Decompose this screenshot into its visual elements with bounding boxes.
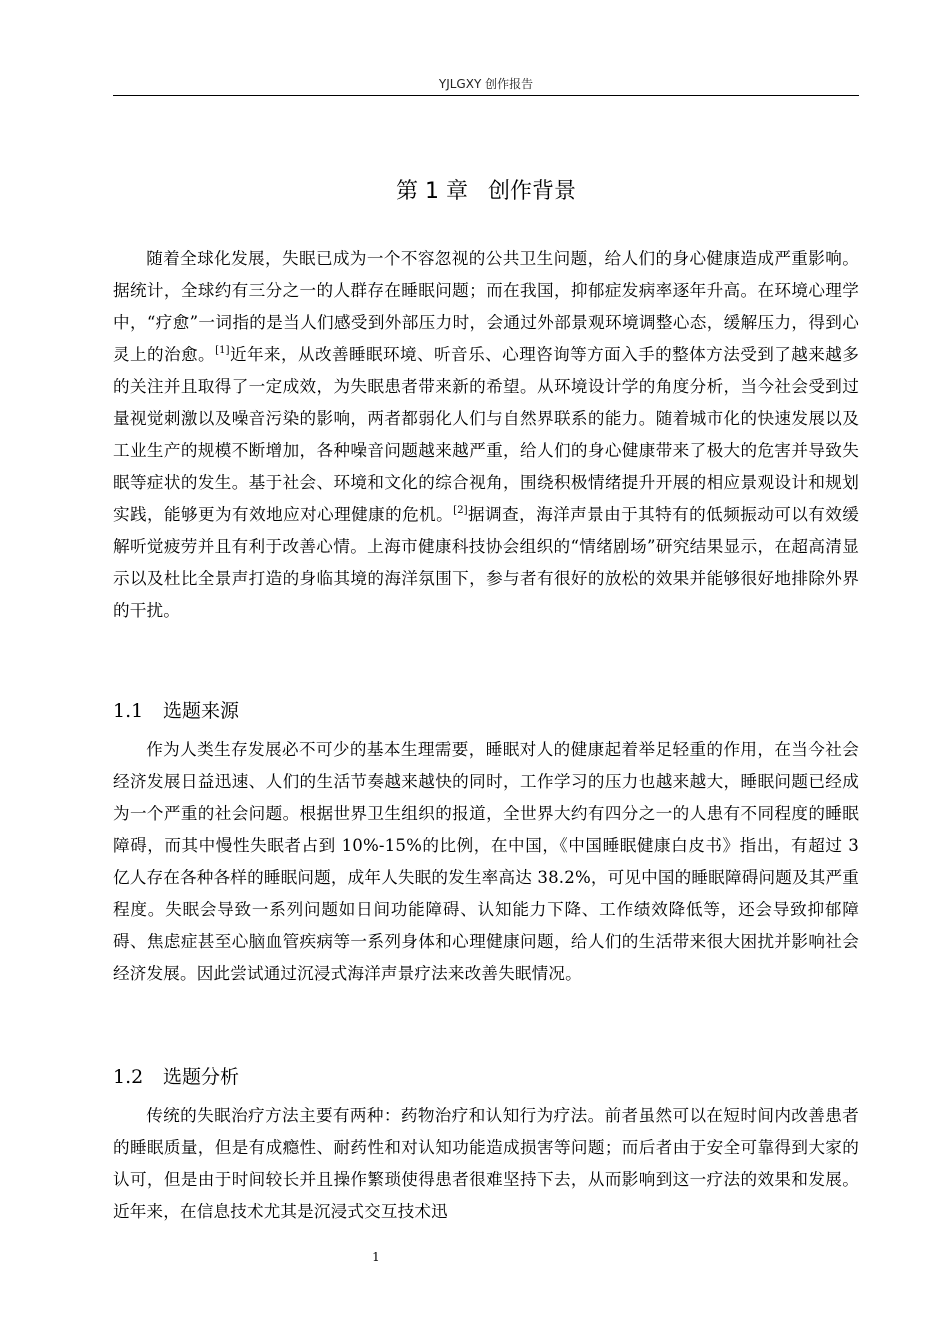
chapter-heading: 创作背景: [487, 179, 576, 204]
header-rule: [113, 95, 859, 96]
citation-1: [1]: [215, 345, 230, 356]
intro-text-part2: 近年来，从改善睡眠环境、听音乐、心理咨询等方面入手的整体方法受到了越来越多的关注并且取得了一定成效，为失眠患者带来新的希望。从环境设计学的角度分析，当今社会受到过量视觉刺激以及噪音污染的影响，两者都弱化人们与自然界联系的能力。随着城市化的快速发展以及工业生产的规模不断增加，各种噪音问题越来越严重，给人们的身心健康带来了极大的危害并导致失眠等症状的发生。基于社会、环境和文化的综合视角，围绕积极情绪提升开展的相应景观设计和规划实践，能够更为有效地应对心理健康的危机。: [113, 345, 859, 524]
section-1-1-number: 1.1: [113, 700, 144, 722]
section-1-2-heading: [113, 1062, 859, 1092]
intro-text-part1: 随着全球化发展，失眠已成为一个不容忽视的公共卫生问题，给人们的身心健康造成严重影响。据统计，全球约有三分之一的人群存在睡眠问题；而在我国，抑郁症发病率逐年升高。在环境心理学中，“疗愈”一词指的是当人们感受到外部压力时，会通过外部景观环境调整心态，缓解压力，得到心灵上的治愈。: [113, 249, 859, 364]
section-1-1-paragraph: 作为人类生存发展必不可少的基本生理需要，睡眠对人的健康起着举足轻重的作用，在当今社会经济发展日益迅速、人们的生活节奏越来越快的同时，工作学习的压力也越来越大，睡眠问题已经成为一个严重的社会问题。根据世界卫生组织的报道，全世界大约有四分之一的人患有不同程度的睡眠障碍，而其中慢性失眠者占到 10%-15%的比例，在中国，《中国睡眠健康白皮书》指出，有超过 3 亿人存在各种各样的睡眠问题，成年人失眠的发生率高达 38.2%，可见中国的睡眠障碍问题及其严重程度。失眠会导致一系列问题如日间功能障碍、认知能力下降、工作绩效降低等，还会导致抑郁障碍、焦虑症甚至心脑血管疾病等一系列身体和心理健康问题，给人们的生活带来很大困扰并影响社会经济发展。因此尝试通过沉浸式海洋声景疗法来改善失眠情况。: [113, 740, 859, 983]
intro-paragraph: [113, 243, 859, 627]
citation-2: [2]: [453, 505, 468, 516]
section-1-2-paragraph: 传统的失眠治疗方法主要有两种：药物治疗和认知行为疗法。前者虽然可以在短时间内改善患者的睡眠质量，但是有成瘾性、耐药性和对认知功能造成损害等问题；而后者由于安全可靠得到大家的认可，但是由于时间较长并且操作繁琐使得患者很难坚持下去，从而影响到这一疗法的效果和发展。近年来，在信息技术尤其是沉浸式交互技术迅: [113, 1106, 859, 1221]
section-1-2-title: 选题分析: [163, 1066, 240, 1088]
chapter-title: [113, 176, 859, 208]
intro-text-part3: 据调查，海洋声景由于其特有的低频振动可以有效缓解听觉疲劳并且有利于改善心情。上海市健康科技协会组织的“情绪剧场”研究结果显示，在超高清显示以及杜比全景声打造的身临其境的海洋氛围下，参与者有很好的放松的效果并能够很好地排除外界的干扰。: [113, 505, 859, 620]
chapter-number: 第 1 章: [396, 179, 468, 204]
section-1-2-number: 1.2: [113, 1066, 144, 1088]
section-1-1-title: 选题来源: [163, 700, 240, 722]
page-number: 1: [372, 1250, 380, 1264]
page-header: YJLGXY 创作报告: [438, 77, 534, 91]
section-1-1-heading: [113, 696, 859, 726]
